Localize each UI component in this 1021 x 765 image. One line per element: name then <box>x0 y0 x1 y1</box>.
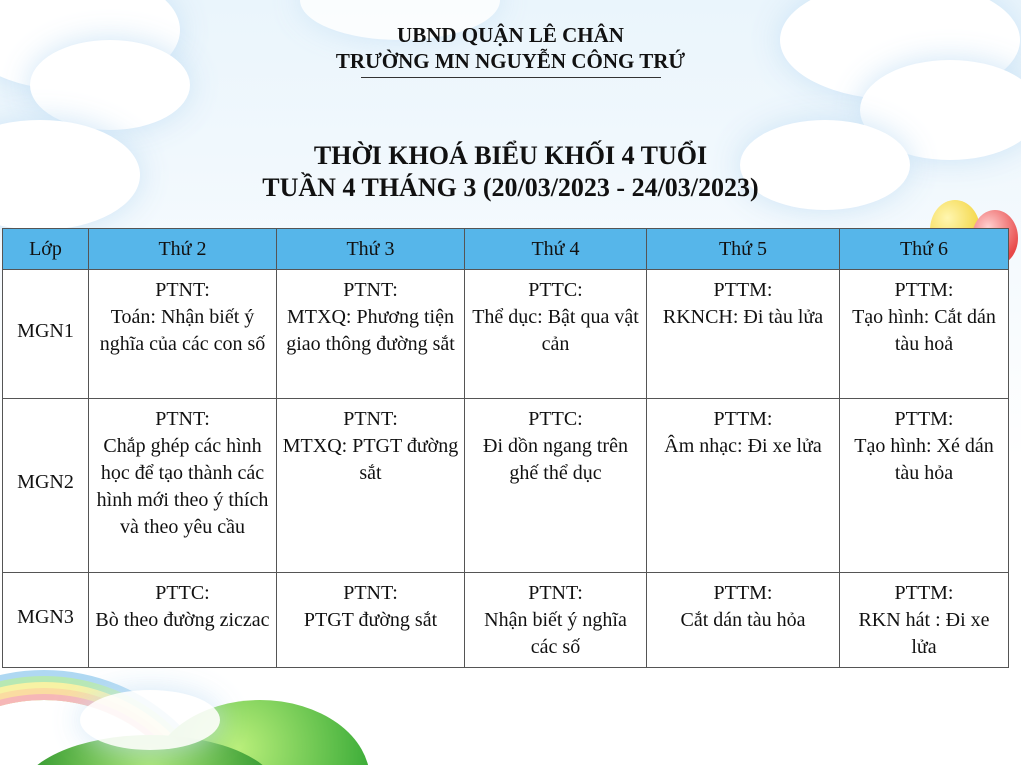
learning-area: PTTC: <box>155 582 210 604</box>
school-name: TRƯỜNG MN NGUYỄN CÔNG TRỨ <box>335 49 686 73</box>
learning-area: PTTM: <box>713 582 773 604</box>
column-header-class: Lớp <box>3 229 89 270</box>
header-underline <box>361 77 661 78</box>
learning-area: PTTC: <box>528 279 583 301</box>
activity-name: PTGT đường sắt <box>303 609 438 631</box>
activity-name: Bò theo đường ziczac <box>95 609 270 631</box>
district-name: UBND QUẬN LÊ CHÂN <box>397 23 624 47</box>
cloud-decoration <box>80 690 220 750</box>
learning-area: PTNT: <box>343 279 398 301</box>
activity-cell <box>277 399 465 573</box>
learning-area: PTTM: <box>894 279 954 301</box>
activity-name: Chắp ghép các hình học để tạo thành các hình mới theo ý thích và theo yêu cầu <box>96 435 269 538</box>
activity-name: RKN hát : Đi xe lửa <box>858 609 990 658</box>
learning-area: PTNT: <box>155 408 210 430</box>
learning-area: PTTM: <box>713 279 773 301</box>
activity-cell <box>647 399 840 573</box>
table-row <box>3 270 1009 399</box>
learning-area: PTNT: <box>528 582 583 604</box>
activity-cell <box>89 573 277 668</box>
activity-cell <box>465 399 647 573</box>
schedule-title-line1: THỜI KHOÁ BIỂU KHỐI 4 TUỔI <box>313 141 708 170</box>
learning-area: PTTM: <box>713 408 773 430</box>
table-row <box>3 573 1009 668</box>
activity-cell <box>465 573 647 668</box>
activity-cell <box>647 573 840 668</box>
column-header-thursday: Thứ 5 <box>647 229 840 270</box>
school-header <box>0 22 1021 78</box>
learning-area: PTTC: <box>528 408 583 430</box>
class-name-cell: MGN2 <box>3 399 89 573</box>
activity-name: Tạo hình: Xé dán tàu hỏa <box>854 435 994 484</box>
activity-name: Thể dục: Bật qua vật cản <box>472 306 639 355</box>
activity-cell <box>840 399 1009 573</box>
column-header-tuesday: Thứ 3 <box>277 229 465 270</box>
activity-name: RKNCH: Đi tàu lửa <box>662 306 824 328</box>
activity-cell <box>89 270 277 399</box>
table-row <box>3 399 1009 573</box>
learning-area: PTNT: <box>343 582 398 604</box>
timetable <box>2 228 1009 668</box>
schedule-title-line2: TUẦN 4 THÁNG 3 (20/03/2023 - 24/03/2023) <box>262 173 759 202</box>
learning-area: PTNT: <box>155 279 210 301</box>
activity-cell <box>647 270 840 399</box>
activity-name: Âm nhạc: Đi xe lửa <box>664 435 822 457</box>
activity-name: Nhận biết ý nghĩa các số <box>484 609 627 658</box>
learning-area: PTNT: <box>343 408 398 430</box>
activity-cell <box>277 270 465 399</box>
activity-cell <box>840 573 1009 668</box>
learning-area: PTTM: <box>894 408 954 430</box>
class-name-cell: MGN3 <box>3 573 89 668</box>
activity-name: MTXQ: Phương tiện giao thông đường sắt <box>286 306 455 355</box>
activity-cell <box>840 270 1009 399</box>
activity-cell <box>89 399 277 573</box>
timetable-header-row <box>3 229 1009 270</box>
activity-name: Đi dồn ngang trên ghế thể dục <box>483 435 628 484</box>
activity-name: Toán: Nhận biết ý nghĩa của các con số <box>99 306 266 355</box>
schedule-title <box>0 140 1021 204</box>
activity-name: Cắt dán tàu hỏa <box>680 609 806 631</box>
activity-cell <box>465 270 647 399</box>
class-name-cell: MGN1 <box>3 270 89 399</box>
column-header-friday: Thứ 6 <box>840 229 1009 270</box>
column-header-monday: Thứ 2 <box>89 229 277 270</box>
activity-name: Tạo hình: Cắt dán tàu hoả <box>852 306 996 355</box>
learning-area: PTTM: <box>894 582 954 604</box>
activity-cell <box>277 573 465 668</box>
column-header-wednesday: Thứ 4 <box>465 229 647 270</box>
activity-name: MTXQ: PTGT đường sắt <box>282 435 459 484</box>
